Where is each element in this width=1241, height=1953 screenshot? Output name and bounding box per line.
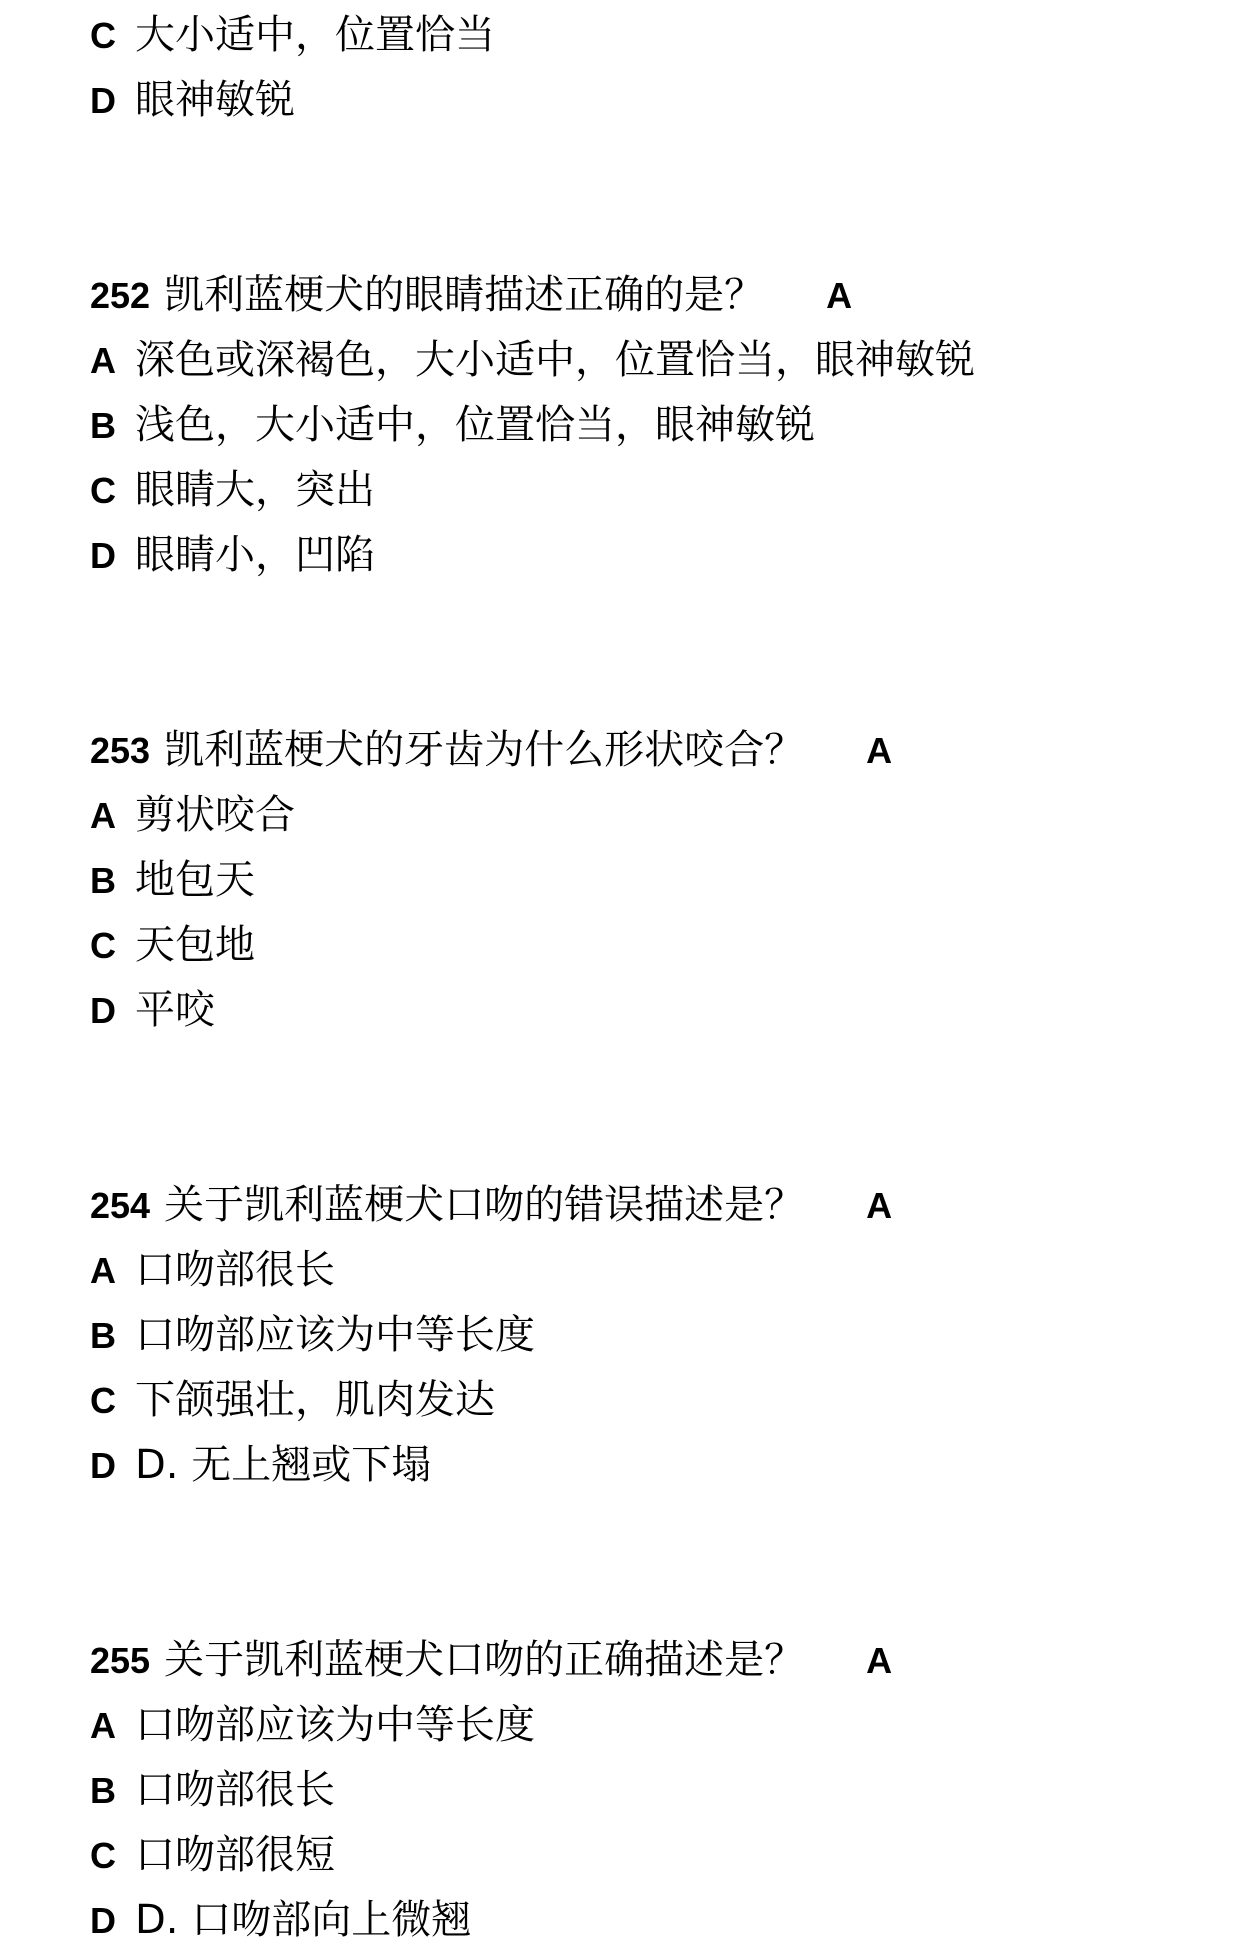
option-row [90, 1238, 1210, 1303]
option-row [90, 1433, 1210, 1498]
option-row [90, 1888, 1210, 1953]
option-text: 眼神敏锐 [135, 77, 295, 123]
option-letter: B [90, 1315, 116, 1356]
option-letter: C [90, 1835, 116, 1876]
option-row [90, 328, 1210, 393]
question-row [90, 1173, 1210, 1238]
option-letter: C [90, 925, 116, 966]
option-text: 大小适中，位置恰当 [135, 12, 495, 58]
option-row [90, 1693, 1210, 1758]
question-text: 凯利蓝梗犬的牙齿为什么形状咬合？ [164, 727, 805, 773]
option-letter: D [90, 535, 116, 576]
option-text: 眼睛小，凹陷 [135, 532, 375, 578]
option-letter: D [90, 1445, 116, 1486]
option-row [90, 393, 1210, 458]
option-text: 深色或深褐色，大小适中，位置恰当，眼神敏锐 [135, 337, 975, 383]
option-letter: D [90, 990, 116, 1031]
question-252 [90, 263, 1210, 588]
question-answer: A [866, 1185, 893, 1226]
carryover-options [90, 3, 1210, 133]
option-letter: A [90, 1250, 116, 1291]
option-row [90, 1368, 1210, 1433]
option-row [90, 913, 1210, 978]
question-254 [90, 1173, 1210, 1498]
option-text: 口吻部很短 [135, 1832, 335, 1878]
option-text: 剪状咬合 [135, 792, 295, 838]
question-number: 254 [90, 1185, 151, 1226]
option-text: 口吻部应该为中等长度 [135, 1312, 535, 1358]
question-number: 252 [90, 275, 151, 316]
option-row [90, 978, 1210, 1043]
option-row [90, 3, 1210, 68]
option-text: D. 无上翘或下塌 [135, 1442, 432, 1488]
option-text: 口吻部很长 [135, 1767, 335, 1813]
option-letter: D [90, 1900, 116, 1941]
option-row [90, 458, 1210, 523]
option-row [90, 68, 1210, 133]
option-letter: D [90, 80, 116, 121]
option-row [90, 783, 1210, 848]
option-letter: A [90, 795, 116, 836]
question-text: 关于凯利蓝梗犬口吻的错误描述是？ [164, 1182, 805, 1228]
option-letter: B [90, 860, 116, 901]
option-row [90, 523, 1210, 588]
option-text: 天包地 [135, 922, 255, 968]
option-letter: C [90, 470, 116, 511]
option-row [90, 848, 1210, 913]
question-number: 255 [90, 1640, 151, 1681]
option-letter: B [90, 405, 116, 446]
question-answer: A [826, 275, 853, 316]
option-text: 口吻部应该为中等长度 [135, 1702, 535, 1748]
option-text: 浅色，大小适中，位置恰当，眼神敏锐 [135, 402, 815, 448]
document-page [90, 0, 1210, 1953]
option-row [90, 1758, 1210, 1823]
option-letter: A [90, 1705, 116, 1746]
option-text: 口吻部很长 [135, 1247, 335, 1293]
option-text: 地包天 [135, 857, 255, 903]
question-text: 关于凯利蓝梗犬口吻的正确描述是？ [164, 1637, 805, 1683]
option-letter: C [90, 15, 116, 56]
question-answer: A [866, 730, 893, 771]
option-text: 平咬 [135, 987, 215, 1033]
question-answer: A [866, 1640, 893, 1681]
question-253 [90, 718, 1210, 1043]
option-letter: C [90, 1380, 116, 1421]
option-letter: B [90, 1770, 116, 1811]
option-text: D. 口吻部向上微翘 [135, 1897, 472, 1943]
question-text: 凯利蓝梗犬的眼睛描述正确的是？ [164, 272, 765, 318]
question-row [90, 263, 1210, 328]
option-letter: A [90, 340, 116, 381]
option-text: 眼睛大，突出 [135, 467, 375, 513]
question-row [90, 718, 1210, 783]
option-row [90, 1303, 1210, 1368]
option-text: 下颌强壮，肌肉发达 [135, 1377, 495, 1423]
question-255 [90, 1628, 1210, 1953]
question-number: 253 [90, 730, 151, 771]
option-row [90, 1823, 1210, 1888]
question-row [90, 1628, 1210, 1693]
